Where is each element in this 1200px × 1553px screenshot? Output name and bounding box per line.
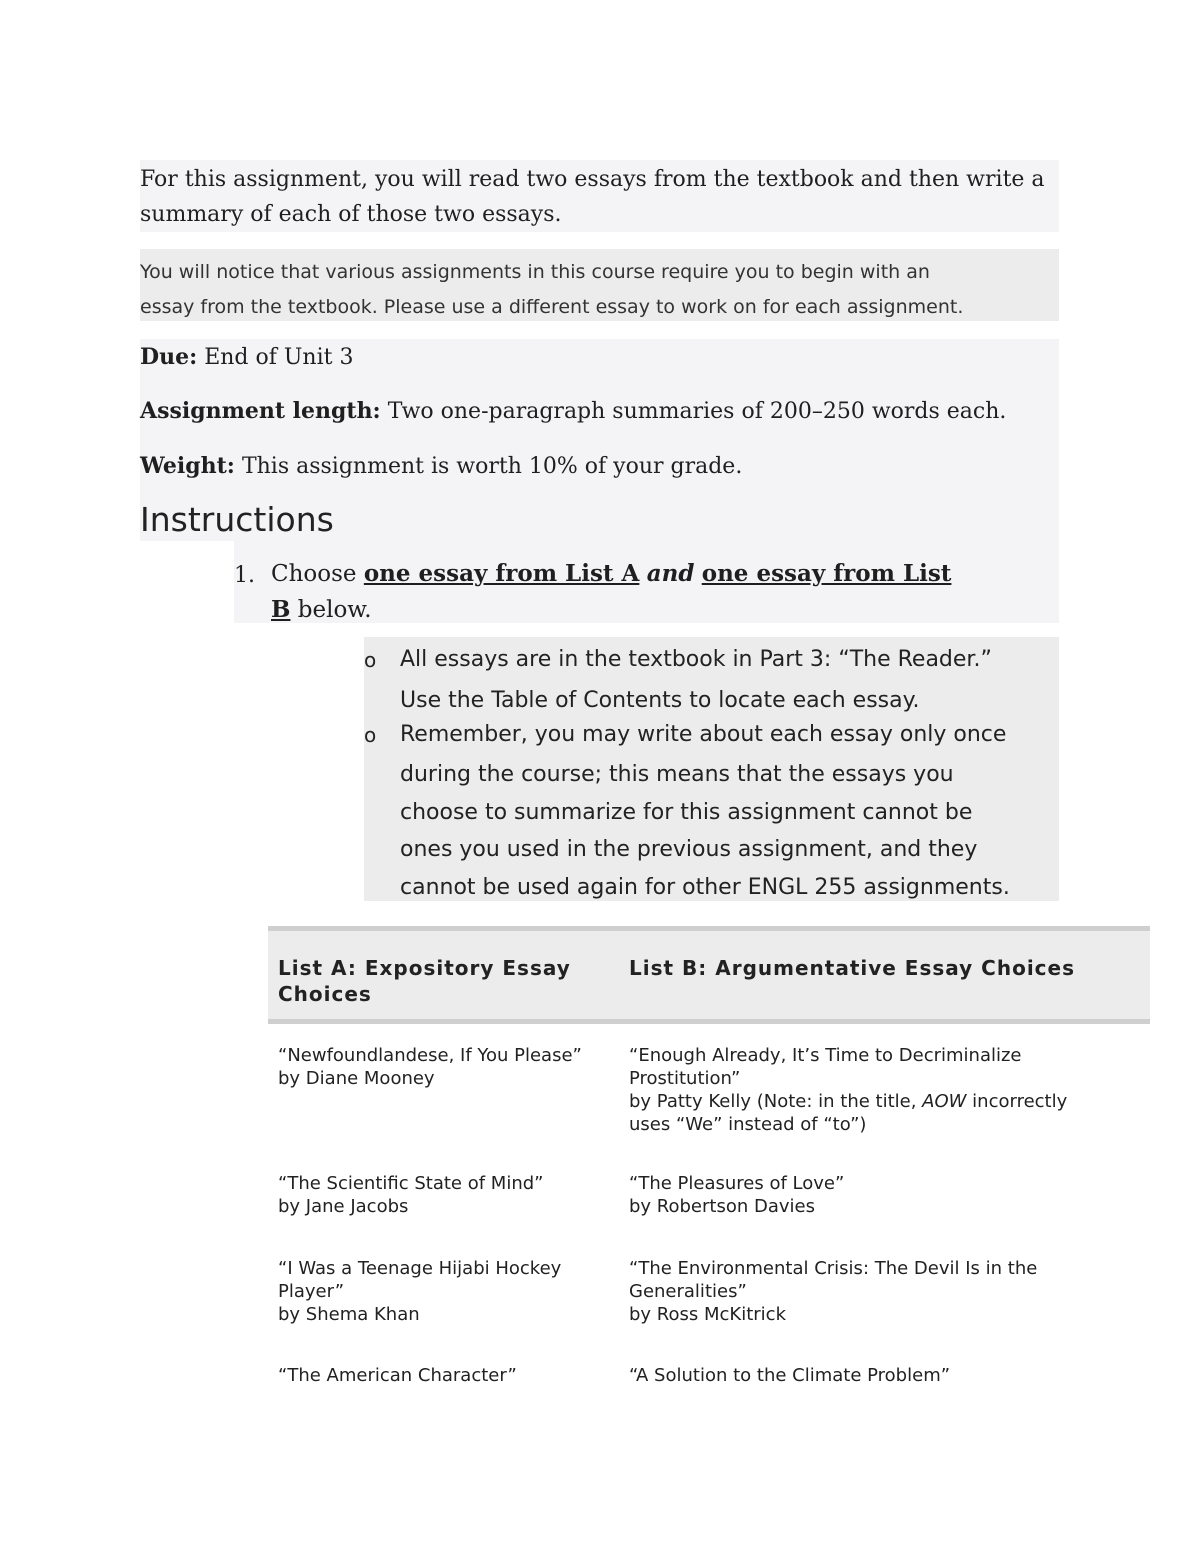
step-1-conjunction: and <box>646 560 695 587</box>
essay-author: by Jane Jacobs <box>278 1196 409 1217</box>
step-1-suffix: below. <box>290 597 372 623</box>
notice-paragraph <box>140 249 1059 321</box>
essay-title: “Newfoundlandese, If You Please” <box>278 1045 582 1066</box>
due-line <box>140 344 353 370</box>
essay-choices-table <box>268 926 1150 1386</box>
notice-line-1: You will notice that various assignments in this course require you to begin with an <box>140 261 930 283</box>
essay-title-cont: Player” <box>278 1281 345 1302</box>
essay-title-cont: Generalities” <box>629 1281 747 1302</box>
essay-title: “The Environmental Crisis: The Devil Is in the <box>629 1258 1038 1279</box>
author-note-italic: AOW <box>922 1091 967 1112</box>
list-b-emphasis: one essay from List <box>701 560 952 587</box>
essay-title-cont: Prostitution” <box>629 1068 741 1089</box>
table-cell-list-b <box>629 1044 1129 1136</box>
essay-title: “The Scientific State of Mind” <box>278 1173 544 1194</box>
due-value: End of Unit 3 <box>204 345 354 370</box>
length-line <box>140 398 1006 424</box>
weight-label: Weight: <box>140 453 235 479</box>
bullet-line: Remember, you may write about each essay only once <box>400 722 1007 747</box>
author-note-end: incorrectly <box>966 1091 1068 1112</box>
essay-author <box>629 1090 1129 1113</box>
bullet-line: Use the Table of Contents to locate each essay. <box>400 688 920 713</box>
length-label: Assignment length: <box>140 398 381 424</box>
essay-title: “I Was a Teenage Hijabi Hockey <box>278 1258 562 1279</box>
bullet-line: during the course; this means that the essays you <box>400 762 954 787</box>
step-1-prefix: Choose <box>271 561 364 587</box>
table-cell-list-a <box>278 1044 582 1090</box>
table-cell-list-a <box>278 1172 543 1218</box>
intro-line-1: For this assignment, you will read two essays from the textbook and then write a <box>140 167 1045 192</box>
table-cell-list-a <box>278 1257 561 1326</box>
list-b-header: List B: Argumentative Essay Choices <box>629 956 1075 980</box>
essay-title: “The Pleasures of Love” <box>629 1173 845 1194</box>
list-a-header-line: List A: Expository Essay <box>278 956 571 980</box>
table-header <box>268 926 1150 1024</box>
list-a-header-line: Choices <box>278 982 372 1006</box>
table-cell-list-b <box>629 1364 950 1387</box>
list-a-emphasis: one essay from List A <box>363 560 640 587</box>
bullet-line: choose to summarize for this assignment cannot be <box>400 800 973 825</box>
essay-author: by Robertson Davies <box>629 1196 815 1217</box>
list-b-emphasis-letter: B <box>271 596 291 623</box>
essay-title: “A Solution to the Climate Problem” <box>629 1365 951 1386</box>
bullet-marker: o <box>364 723 377 747</box>
bullet-line: ones you used in the previous assignment, and they <box>400 837 978 862</box>
author-note-cont: uses “We” instead of “to”) <box>629 1114 867 1135</box>
step-1-text <box>271 556 1031 628</box>
table-cell-list-b <box>629 1172 844 1218</box>
author-note: by Patty Kelly (Note: in the title, <box>629 1091 923 1112</box>
list-a-header <box>278 955 571 1007</box>
intro-paragraph <box>140 160 1059 232</box>
essay-author: by Diane Mooney <box>278 1068 435 1089</box>
intro-line-2: summary of each of those two essays. <box>140 202 562 227</box>
table-cell-list-b <box>629 1257 1037 1326</box>
notice-line-2: essay from the textbook. Please use a different essay to work on for each assignment. <box>140 296 964 318</box>
essay-author: by Ross McKitrick <box>629 1304 786 1325</box>
weight-value: This assignment is worth 10% of your grade. <box>241 454 743 479</box>
due-label: Due: <box>140 344 198 370</box>
bullet-line: All essays are in the textbook in Part 3: “The Reader.” <box>400 647 992 672</box>
weight-line <box>140 453 742 479</box>
essay-title: “Enough Already, It’s Time to Decriminalize <box>629 1045 1022 1066</box>
essay-author: by Shema Khan <box>278 1304 420 1325</box>
step-1-number: 1. <box>234 563 255 588</box>
essay-title: “The American Character” <box>278 1365 517 1386</box>
length-value: Two one-paragraph summaries of 200–250 words each. <box>387 399 1007 424</box>
instructions-heading: Instructions <box>140 500 334 539</box>
bullet-marker: o <box>364 648 377 672</box>
table-cell-list-a <box>278 1364 517 1387</box>
bullet-line: cannot be used again for other ENGL 255 assignments. <box>400 875 1010 900</box>
